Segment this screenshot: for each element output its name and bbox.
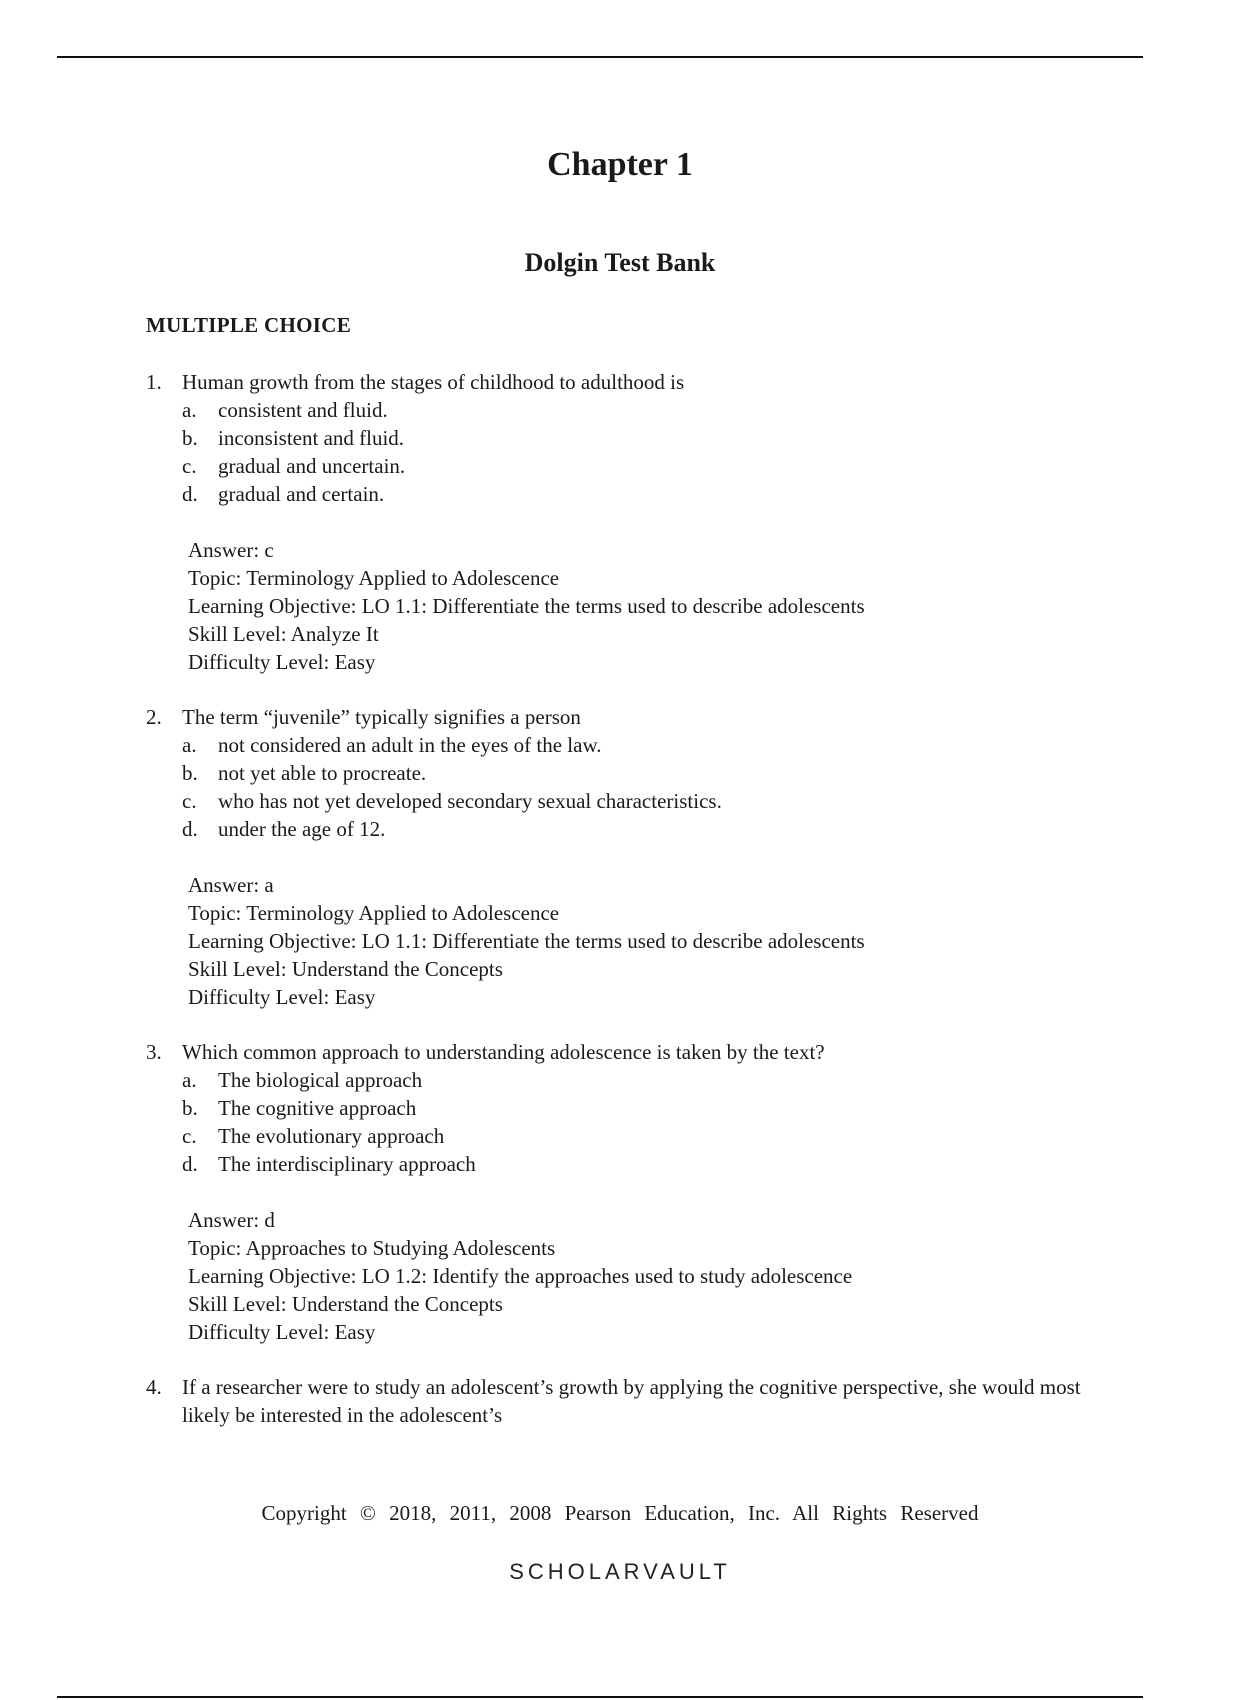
option-text: consistent and fluid. <box>218 398 388 422</box>
question-number: 4. <box>146 1375 162 1399</box>
option-letter: a. <box>182 398 197 422</box>
difficulty-line: Difficulty Level: Easy <box>188 650 376 674</box>
answer-line: Answer: c <box>188 538 274 562</box>
option-text: gradual and uncertain. <box>218 454 406 478</box>
question-4 <box>146 1373 1086 1429</box>
question-1 <box>146 368 1086 676</box>
topic-line: Topic: Terminology Applied to Adolescence <box>188 566 560 590</box>
answer-metadata <box>146 871 1086 1011</box>
topic-line: Topic: Approaches to Studying Adolescents <box>188 1236 556 1260</box>
option <box>182 1066 1086 1094</box>
option-text: who has not yet developed secondary sexual characteristics. <box>218 789 722 813</box>
skill-line: Skill Level: Understand the Concepts <box>188 957 503 981</box>
section-heading: MULTIPLE CHOICE <box>146 313 352 337</box>
option-letter: a. <box>182 1068 197 1092</box>
top-rule <box>57 56 1143 58</box>
option-text: The interdisciplinary approach <box>218 1152 476 1176</box>
option <box>182 787 1086 815</box>
option <box>182 396 1086 424</box>
option-text: The evolutionary approach <box>218 1124 445 1148</box>
option-letter: d. <box>182 817 198 841</box>
option-text: gradual and certain. <box>218 482 385 506</box>
objective-line: Learning Objective: LO 1.1: Differentiate the terms used to describe adolescents <box>188 929 865 953</box>
option-letter: c. <box>182 454 197 478</box>
document-subtitle: Dolgin Test Bank <box>524 248 716 277</box>
option-letter: c. <box>182 789 197 813</box>
option-text: The cognitive approach <box>218 1096 417 1120</box>
options-list <box>146 731 1086 843</box>
option-letter: c. <box>182 1124 197 1148</box>
option-text: The biological approach <box>218 1068 423 1092</box>
bottom-rule <box>57 1696 1143 1698</box>
option-letter: d. <box>182 1152 198 1176</box>
option <box>182 1094 1086 1122</box>
option-letter: b. <box>182 426 198 450</box>
option <box>182 1150 1086 1178</box>
objective-line: Learning Objective: LO 1.1: Differentiate the terms used to describe adolescents <box>188 594 865 618</box>
difficulty-line: Difficulty Level: Easy <box>188 1320 376 1344</box>
option <box>182 452 1086 480</box>
option-letter: b. <box>182 761 198 785</box>
objective-line: Learning Objective: LO 1.2: Identify the approaches used to study adolescence <box>188 1264 853 1288</box>
option-text: under the age of 12. <box>218 817 386 841</box>
options-list <box>146 1066 1086 1178</box>
skill-line: Skill Level: Understand the Concepts <box>188 1292 503 1316</box>
copyright-notice: Copyright © 2018, 2011, 2008 Pearson Education, Inc. All Rights Reserved <box>261 1501 979 1525</box>
answer-line: Answer: a <box>188 873 274 897</box>
question-stem: If a researcher were to study an adolescent’s growth by applying the cognitive perspective, she would most likely be interested in the adolescent’s <box>182 1375 1081 1427</box>
question-stem: Which common approach to understanding adolescence is taken by the text? <box>182 1040 825 1064</box>
option <box>182 731 1086 759</box>
option <box>182 480 1086 508</box>
question-stem: The term “juvenile” typically signifies a person <box>182 705 581 729</box>
question-stem: Human growth from the stages of childhood to adulthood is <box>182 370 685 394</box>
difficulty-line: Difficulty Level: Easy <box>188 985 376 1009</box>
chapter-title: Chapter 1 <box>547 146 693 183</box>
answer-metadata <box>146 536 1086 676</box>
option <box>182 815 1086 843</box>
question-2 <box>146 703 1086 1011</box>
option <box>182 759 1086 787</box>
topic-line: Topic: Terminology Applied to Adolescence <box>188 901 560 925</box>
skill-line: Skill Level: Analyze It <box>188 622 379 646</box>
watermark-text: SCHOLARVAULT <box>509 1559 731 1584</box>
option-text: inconsistent and fluid. <box>218 426 405 450</box>
question-number: 2. <box>146 705 162 729</box>
option-letter: d. <box>182 482 198 506</box>
option <box>182 1122 1086 1150</box>
question-number: 1. <box>146 370 162 394</box>
question-number: 3. <box>146 1040 162 1064</box>
option-text: not yet able to procreate. <box>218 761 427 785</box>
options-list <box>146 396 1086 508</box>
option-text: not considered an adult in the eyes of the law. <box>218 733 602 757</box>
option-letter: a. <box>182 733 197 757</box>
answer-line: Answer: d <box>188 1208 275 1232</box>
question-3 <box>146 1038 1086 1346</box>
answer-metadata <box>146 1206 1086 1346</box>
option <box>182 424 1086 452</box>
option-letter: b. <box>182 1096 198 1120</box>
